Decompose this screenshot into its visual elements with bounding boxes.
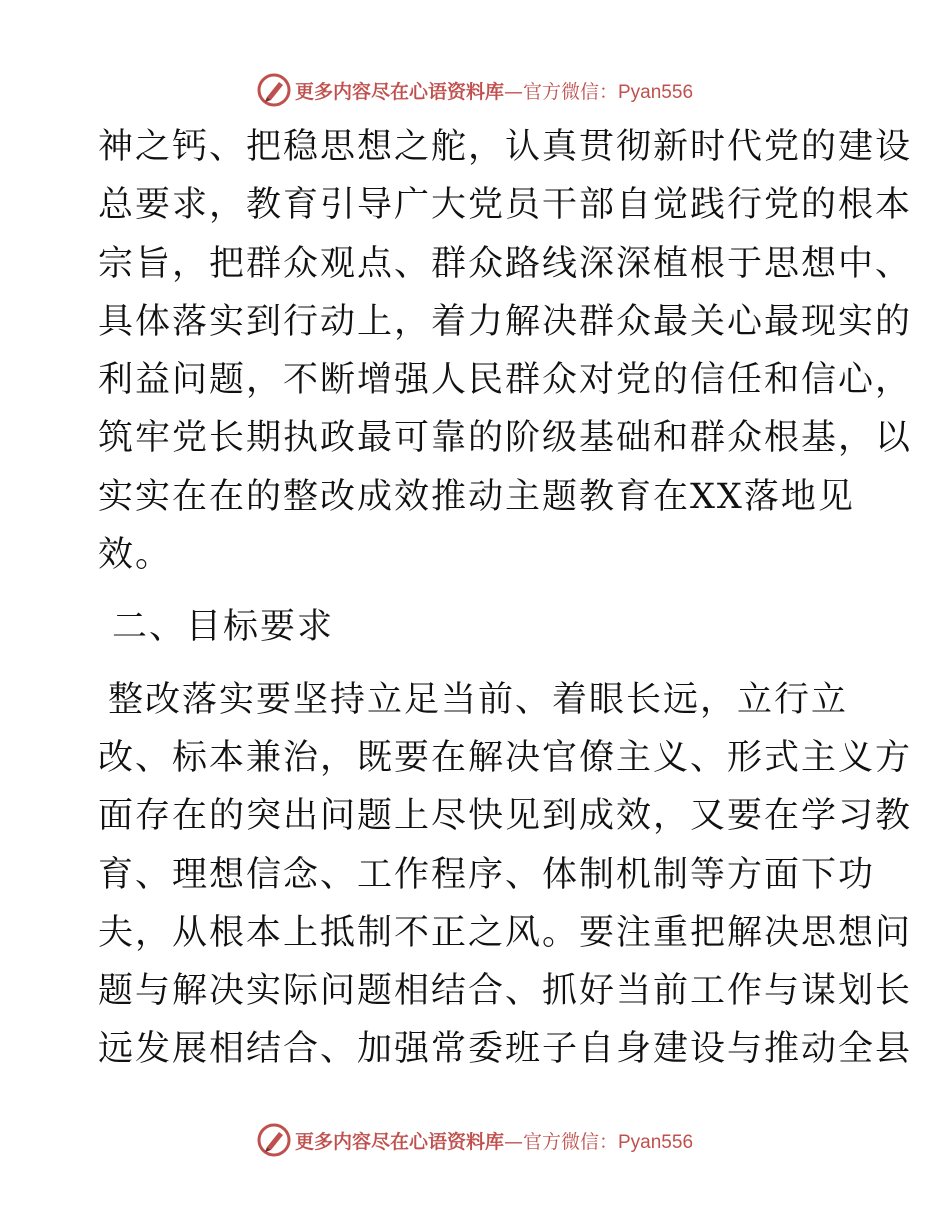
header-brand: 更多内容尽在心语资料库 (294, 80, 504, 103)
text-line: 筑牢党长期执政最可靠的阶级基础和群众根基，以 (98, 418, 913, 459)
footer-brand: 更多内容尽在心语资料库 (294, 1130, 504, 1153)
document-body (98, 118, 913, 1079)
footer-text (295, 1127, 693, 1154)
header-wechat-id: Pyan556 (618, 81, 694, 103)
pen-logo-icon (257, 1123, 291, 1157)
header-official-label: 官方微信： (522, 80, 618, 103)
text-line: 育、理想信念、工作程序、体制机制等方面下功 (98, 854, 876, 895)
paragraph-1 (98, 118, 913, 584)
footer-wechat-id: Pyan556 (618, 1131, 694, 1153)
text-line: 远发展相结合、加强常委班子自身建设与推动全县 (98, 1029, 913, 1070)
text-line: 实实在在的整改成效推动主题教育在XX落地见 (98, 476, 855, 517)
text-line: 面存在的突出问题上尽快见到成效，又要在学习教 (98, 796, 913, 837)
text-line: 宗旨，把群众观点、群众路线深深植根于思想中、 (98, 243, 913, 284)
header-text (295, 77, 693, 104)
paragraph-2 (98, 671, 913, 1079)
header-banner (0, 70, 950, 110)
text-line: 夫，从根本上抵制不正之风。要注重把解决思想问 (98, 912, 913, 953)
text-line: 具体落实到行动上，着力解决群众最关心最现实的 (98, 301, 913, 342)
text-line: 整改落实要坚持立足当前、着眼长远，立行立 (108, 679, 849, 720)
footer-official-label: 官方微信： (522, 1130, 618, 1153)
text-line: 题与解决实际问题相结合、抓好当前工作与谋划长 (98, 971, 913, 1012)
text-line: 总要求，教育引导广大党员干部自觉践行党的根本 (98, 185, 913, 226)
section-heading: 二、目标要求 (112, 607, 335, 648)
pen-logo-icon (257, 73, 291, 107)
footer-banner (0, 1120, 950, 1160)
text-line: 神之钙、把稳思想之舵，认真贯彻新时代党的建设 (98, 127, 913, 167)
text-line: 改、标本兼治，既要在解决官僚主义、形式主义方 (98, 737, 913, 778)
header-separator: — (503, 80, 523, 103)
footer-separator: — (503, 1130, 523, 1153)
text-line: 利益问题，不断增强人民群众对党的信任和信心， (98, 360, 913, 401)
text-line: 效。 (98, 535, 173, 576)
